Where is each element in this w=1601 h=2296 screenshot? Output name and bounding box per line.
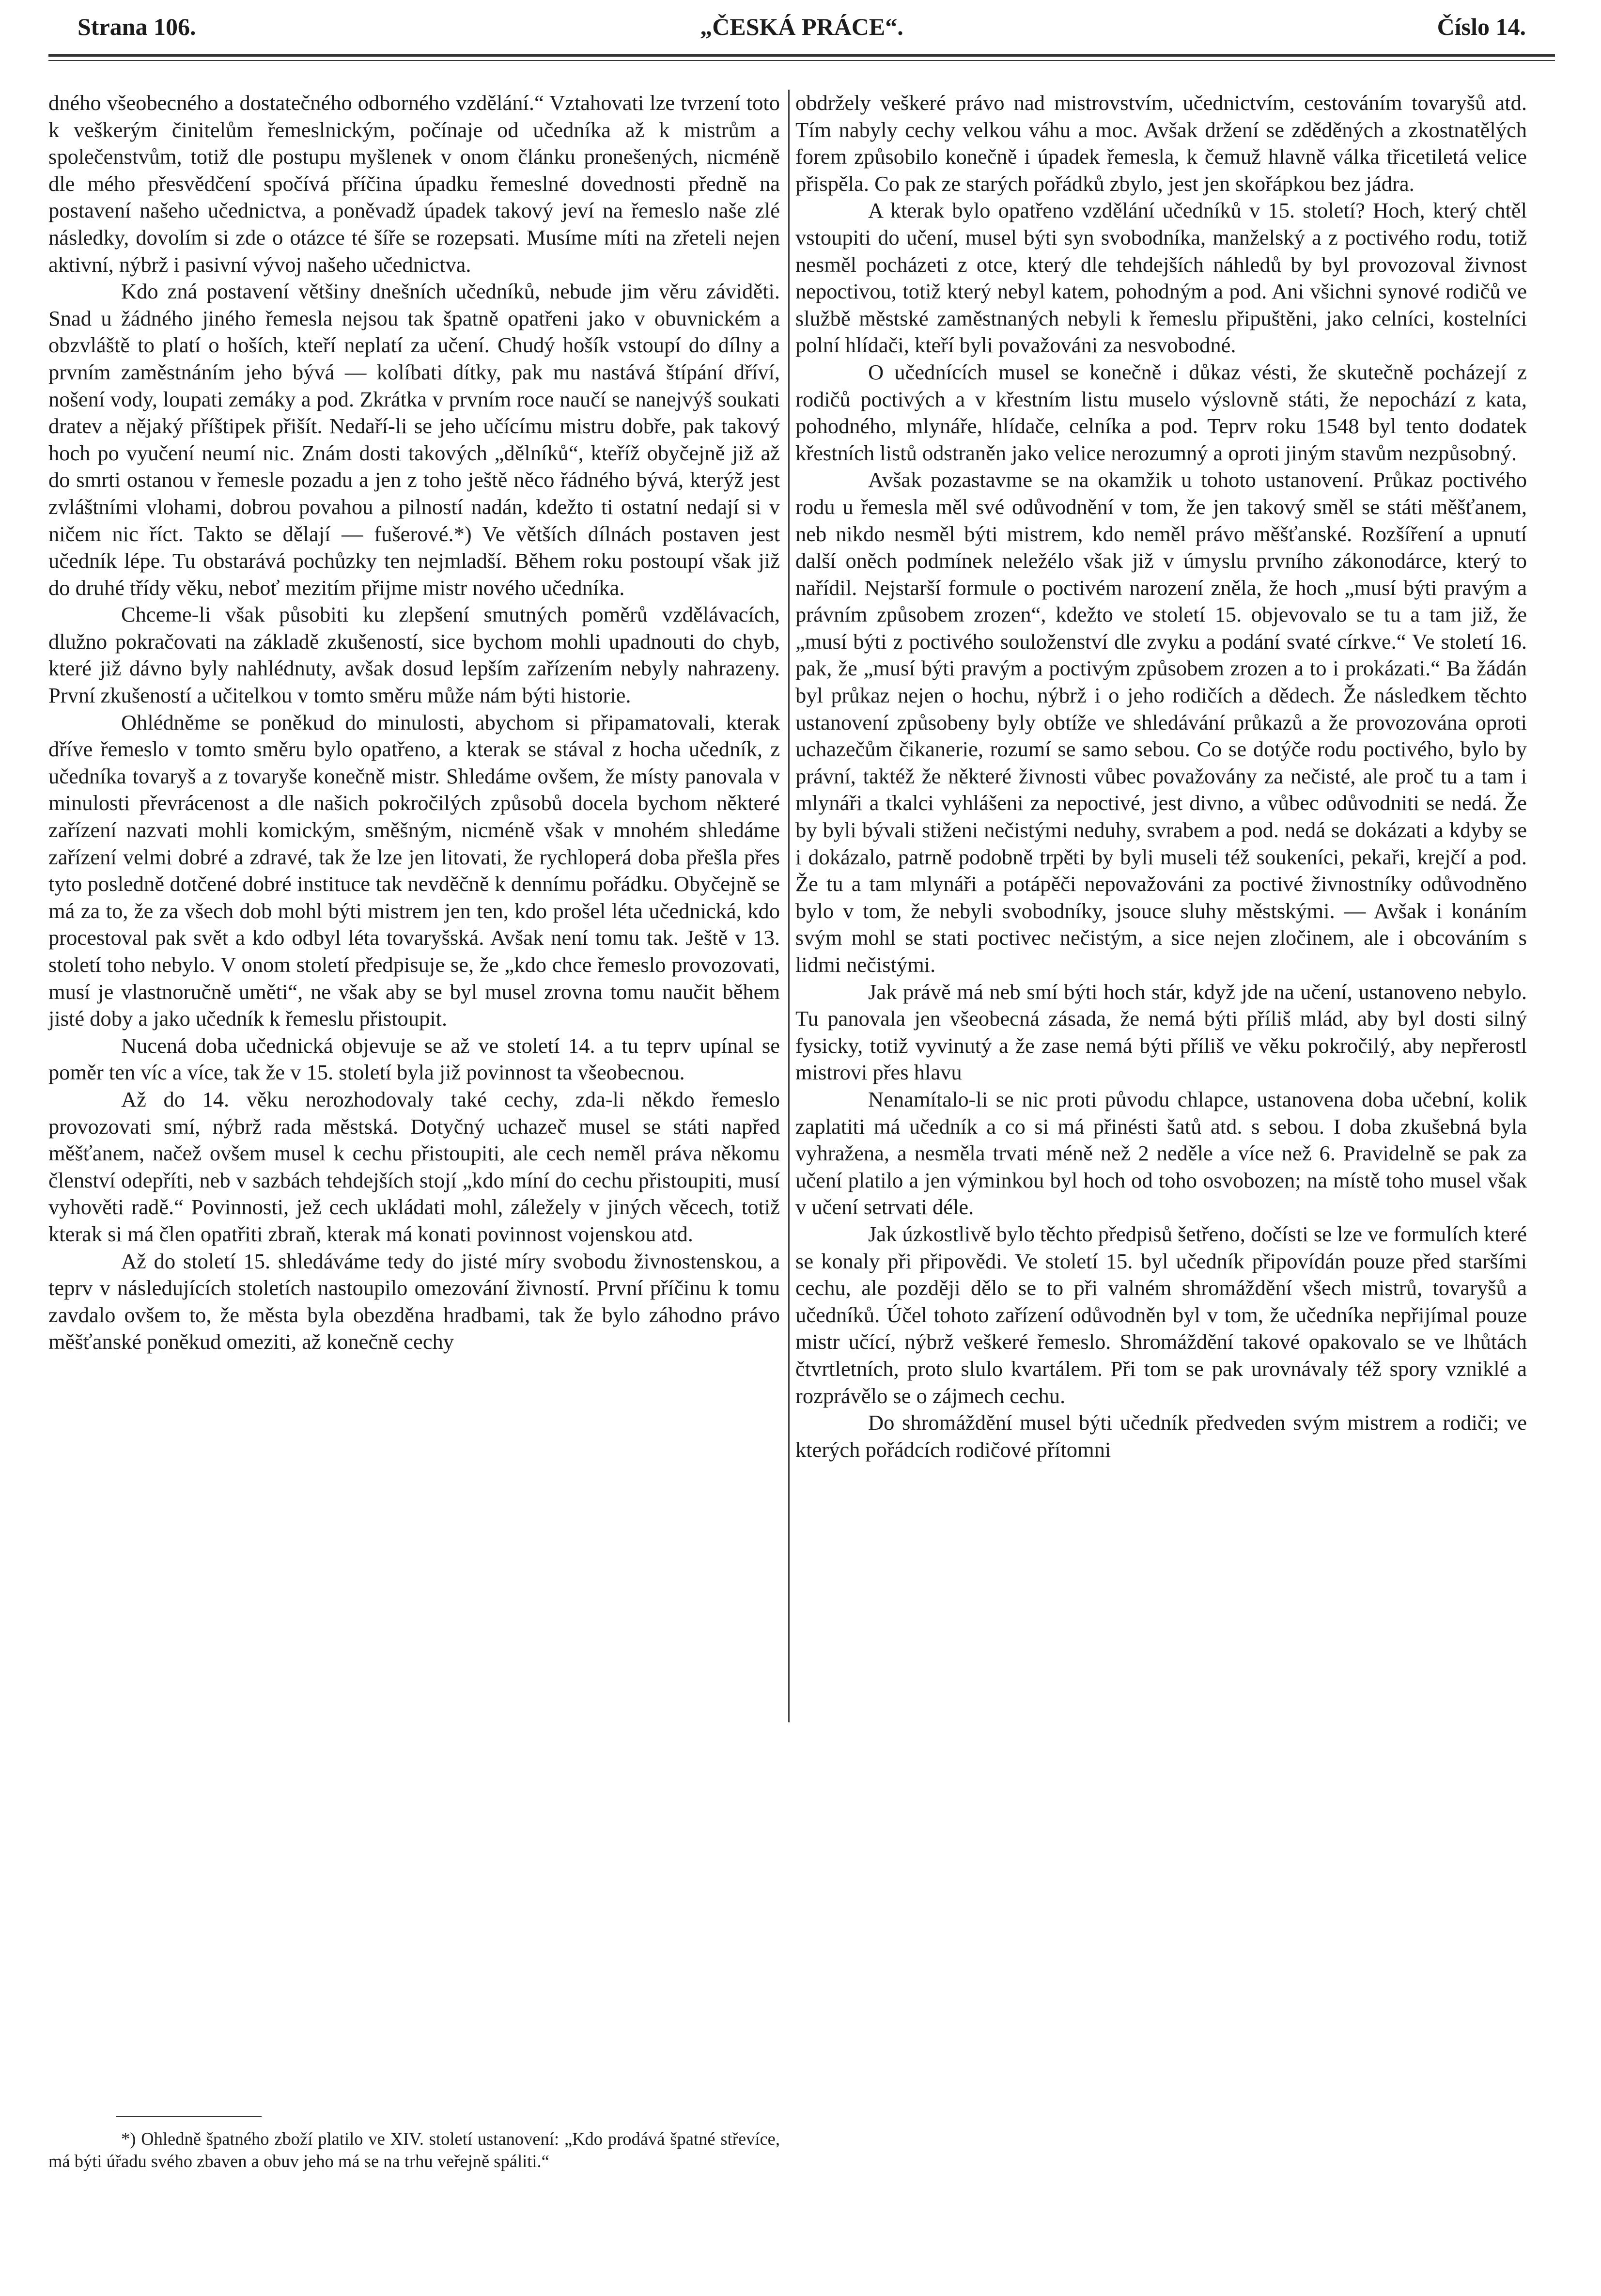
header-rule-thick: [48, 54, 1555, 57]
paragraph: obdržely veškeré právo nad mistrovstvím, učednictvím, cestováním tovaryšů atd. Tím nabyly cechy velkou váhu a moc. Avšak držení se zděděných a zkostnatělých forem způsobilo konečně i úpadek řemesla, k čemuž hlavně válka třicetiletá velice přispěla. Co pak ze starých pořádků zbylo, jest jen skořápkou bez jádra.: [795, 91, 1527, 196]
footnote-rule: [116, 2116, 262, 2117]
issue-number: Číslo 14.: [1437, 13, 1526, 40]
publication-title: „ČESKÁ PRÁCE“.: [700, 13, 903, 40]
page-number: Strana 106.: [78, 13, 196, 40]
page-header: [78, 13, 1526, 51]
paragraph: Nenamítalo-li se nic proti původu chlapce, ustanovena doba učební, kolik zaplatiti má učedník a co si má přinésti šatů atd. s sebou. I doba zkušebná byla vyhražena, a nesměla trvati méně než 2 neděle a více než 6. Pravidelně se pak za učení platilo a jen výminkou byl hoch od toho osvobozen; na místě toho musel však v učení setrvati déle.: [795, 1087, 1527, 1219]
footnote-text: *) Ohledně špatného zboží platilo ve XIV. století ustanovení: „Kdo prodává špatné střevíce, má býti úřadu svého zbaven a obuv jeho má se na trhu veřejně spáliti.“: [48, 2129, 780, 2171]
paragraph: Chceme-li však působiti ku zlepšení smutných poměrů vzdělávacích, dlužno pokračovati na základě zkušeností, sice bychom mohli upadnouti do chyb, které již dávno byly nahlédnuty, avšak dosud lepším zařízením nebyly nahrazeny. První zkušeností a učitelkou v tomto směru může nám býti historie.: [48, 602, 780, 708]
paragraph: Ohlédněme se poněkud do minulosti, abychom si připamatovali, kterak dříve řemeslo v tomto směru bylo opatřeno, a kterak se stával z hocha učedník, z učedníka tovaryš a z tovaryše konečně mistr. Shledáme ovšem, že místy panovala v minulosti převrácenost a dle našich pokročilých způsobů docela bychom některé zařízení nazvati mohli komickým, směšným, nicméně však v mnohém shledáme zařízení velmi dobré a zdravé, tak že lze jen litovati, že rychloperá doba přešla přes tyto posledně dotčené dobré instituce tak nevděčně k dennímu pořádku. Obyčejně se má za to, že za všech dob mohl býti mistrem jen ten, kdo prošel léta učednická, kdo procestoval pak svět a kdo odbyl léta tovaryšská. Avšak není tomu tak. Ještě v 13. století toho nebylo. V onom století předpisuje se, že „kdo chce řemeslo provozovati, musí je vlastnoručně uměti“, ne však aby se byl musel zrovna tomu naučit během jisté doby a jako učedník k řemeslu přistoupit.: [48, 710, 780, 1031]
paragraph: Nucená doba učednická objevuje se až ve století 14. a tu teprv upínal se poměr ten víc a více, tak že v 15. století byla již povinnost ta všeobecnou.: [48, 1033, 780, 1085]
column-divider: [788, 90, 790, 1722]
right-column: [795, 90, 1527, 1463]
paragraph: Do shromáždění musel býti učedník předveden svým mistrem a rodiči; ve kterých pořádcích rodičové přítomni: [795, 1410, 1527, 1462]
paragraph: Jak úzkostlivě bylo těchto předpisů šetřeno, dočísti se lze ve formulích které se konaly při připovědi. Ve století 15. byl učedník připovídán pouze před staršími cechu, ale později dělo se to při valném shromáždění všech mistrů, tovaryšů a učedníků. Účel tohoto zařízení odůvodněn byl v tom, že učedníka nepřijímal pouze mistr učící, nýbrž veškeré řemeslo. Shromáždění takové opakovalo se ve lhůtách čtvrtletních, proto slulo kvartálem. Při tom se pak urovnávaly též spory vzniklé a rozprávělo se o zájmech cechu.: [795, 1221, 1527, 1408]
paragraph: Jak právě má neb smí býti hoch stár, když jde na učení, ustanoveno nebylo. Tu panovala jen všeobecná zásada, že nemá býti příliš mlád, aby byl dosti silný fysicky, totiž vyvinutý a že zase nemá býti příliš ve věku pokročilý, aby nepřerostl mistrovi přes hlavu: [795, 979, 1527, 1085]
paragraph: Až do 14. věku nerozhodovaly také cechy, zda-li někdo řemeslo provozovati smí, nýbrž rada městská. Dotyčný uchazeč musel se státi napřed měšťanem, načež ovšem musel k cechu přistoupiti, ale cech neměl práva někomu členství odepříti, neb v sazbách tehdejších stojí „kdo míní do cechu přistoupiti, musí vyhověti radě.“ Povinnosti, jež cech ukládati mohl, záležely v jiných věcech, totiž kterak si má člen opatřiti zbraň, kterak má konati povinnost vojenskou atd.: [48, 1087, 780, 1246]
paragraph: Avšak pozastavme se na okamžik u tohoto ustanovení. Průkaz poctivého rodu u řemesla měl své odůvodnění v tom, že jen takový směl se státi měšťanem, neb nikdo nesměl býti mistrem, kdo neměl právo měšťanské. Rozšíření a upnutí další oněch podmínek neležélo však již v úmyslu prvního zákonodárce, který to nařídil. Nejstarší formule o poctivém narození zněla, že hoch „musí býti pravým a právním způsobem zrozen“, kdežto ve století 15. objevovalo se tu a tam již, že „musí býti z poctivého souloženství dle zvyku a podání svaté církve.“ Ve století 16. pak, že „musí býti pravým a poctivým způsobem zrozen a to i prokázati.“ Ba žádán byl průkaz nejen o hochu, nýbrž i o jeho rodičích a dědech. Že následkem těchto ustanovení způsobeny byly obtíže ve shledávání průkazů a že provozována oproti uchazečům čikanerie, rozumí se samo sebou. Co se dotýče rodu poctivého, bylo by právní, taktéž že některé živnosti vůbec považovány za nečisté, ale proč tu a tam i mlynáři a tkalci vyhlášeni za nepoctivé, jest divno, a vůbec odůvodniti se nedá. Že by byli bývali stiženi nečistými neduhy, svrabem a pod. nedá se dokázati a kdyby se i dokázalo, patrně podobně trpěti by byli museli též soukeníci, pekaři, krejčí a pod. Že tu a tam mlynáři a potápěči nepovažováni za poctivé živnostníky odůvodněno bylo v tom, že nebyli svobodníky, jsouce sluhy městskými. — Avšak i konáním svým mohl se stati poctivec nečistým, a sice nejen zločinem, ale i obcováním s lidmi nečistými.: [795, 468, 1527, 977]
paragraph: Kdo zná postavení většiny dnešních učedníků, nebude jim věru záviděti. Snad u žádného jiného řemesla nejsou tak špatně opatřeni jako v obuvnickém a obzvláště to platí o hoších, kteří neplatí za učení. Chudý hošík vstoupí do dílny a prvním zaměstnáním jeho bývá — kolíbati dítky, pak mu nastává štípání dříví, nošení vody, loupati zemáky a pod. Zkrátka v prvním roce naučí se nanejvýš soukati dratev a nějaký příštipek přišít. Nedaří-li se jeho učícímu mistru dobře, pak takový hoch po vyučení neumí nic. Znám dosti takových „dělníků“, kteříž obyčejně již až do smrti ostanou v řemesle pozadu a jen z toho ještě něco řádného bývá, kterýž jest zvláštními vlohami, dobrou povahou a pilností nadán, kdežto ti ostatní nedají si v ničem nic říct. Takto se dělají — fušerové.*) Ve větších dílnách postaven jest učedník lépe. Tu obstarává pochůzky ten nejmladší. Během roku postoupí však již do druhé třídy věku, neboť mezitím přijme mistr nového učedníka.: [48, 279, 780, 600]
header-rule-thin: [48, 60, 1555, 61]
paragraph: A kterak bylo opatřeno vzdělání učedníků v 15. století? Hoch, který chtěl vstoupiti do učení, musel býti syn svobodníka, manželský a z poctivého rodu, totiž nesměl pocházeti z otce, který dle tehdejších náhledů by byl provozoval živnost nepoctivou, totiž který nebyl katem, pohodným a pod. Ani všichni synové rodičů ve službě městské zaměstnaných nebyli k řemeslu připuštěni, jako celníci, kostelníci polní hlídači, kteří byli považováni za nesvobodné.: [795, 198, 1527, 358]
paragraph: Až do století 15. shledáváme tedy do jisté míry svobodu živnostenskou, a teprv v následujících stoletích nastoupilo omezování živností. První příčinu k tomu zavdalo ovšem to, že města byla obezděna hradbami, tak že bylo záhodno právo měšťanské poněkud omeziti, až konečně cechy: [48, 1249, 780, 1354]
paragraph: dného všeobecného a dostatečného odborného vzdělání.“ Vztahovati lze tvrzení toto k veškerým činitelům řemeslnickým, počínaje od učedníka až k mistrům a společenstvům, totiž dle postupu myšlenek v onom článku pronešených, nicméně dle mého přesvědčení spočívá příčina úpadku řemeslné dovednosti předně na postavení našeho učednictva, a poněvadž úpadek takový jeví na řemeslo naše zlé následky, dovolím si zde o otázce té šíře se rozepsati. Musíme míti na zřeteli nejen aktivní, nýbrž i pasivní vývoj našeho učednictva.: [48, 91, 780, 277]
left-column: [48, 90, 780, 1356]
paragraph: O učednících musel se konečně i důkaz vésti, že skutečně pocházejí z rodičů poctivých a v křestním listu muselo výslovně státi, že nepochází z kata, pohodného, mlynáře, hlídače, celníka a pod. Teprv roku 1548 byl tento dodatek křestních listů odstraněn jako velice nerozumný a oproti jiným stavům nezpůsobný.: [795, 359, 1527, 465]
footnote: [48, 2128, 780, 2172]
